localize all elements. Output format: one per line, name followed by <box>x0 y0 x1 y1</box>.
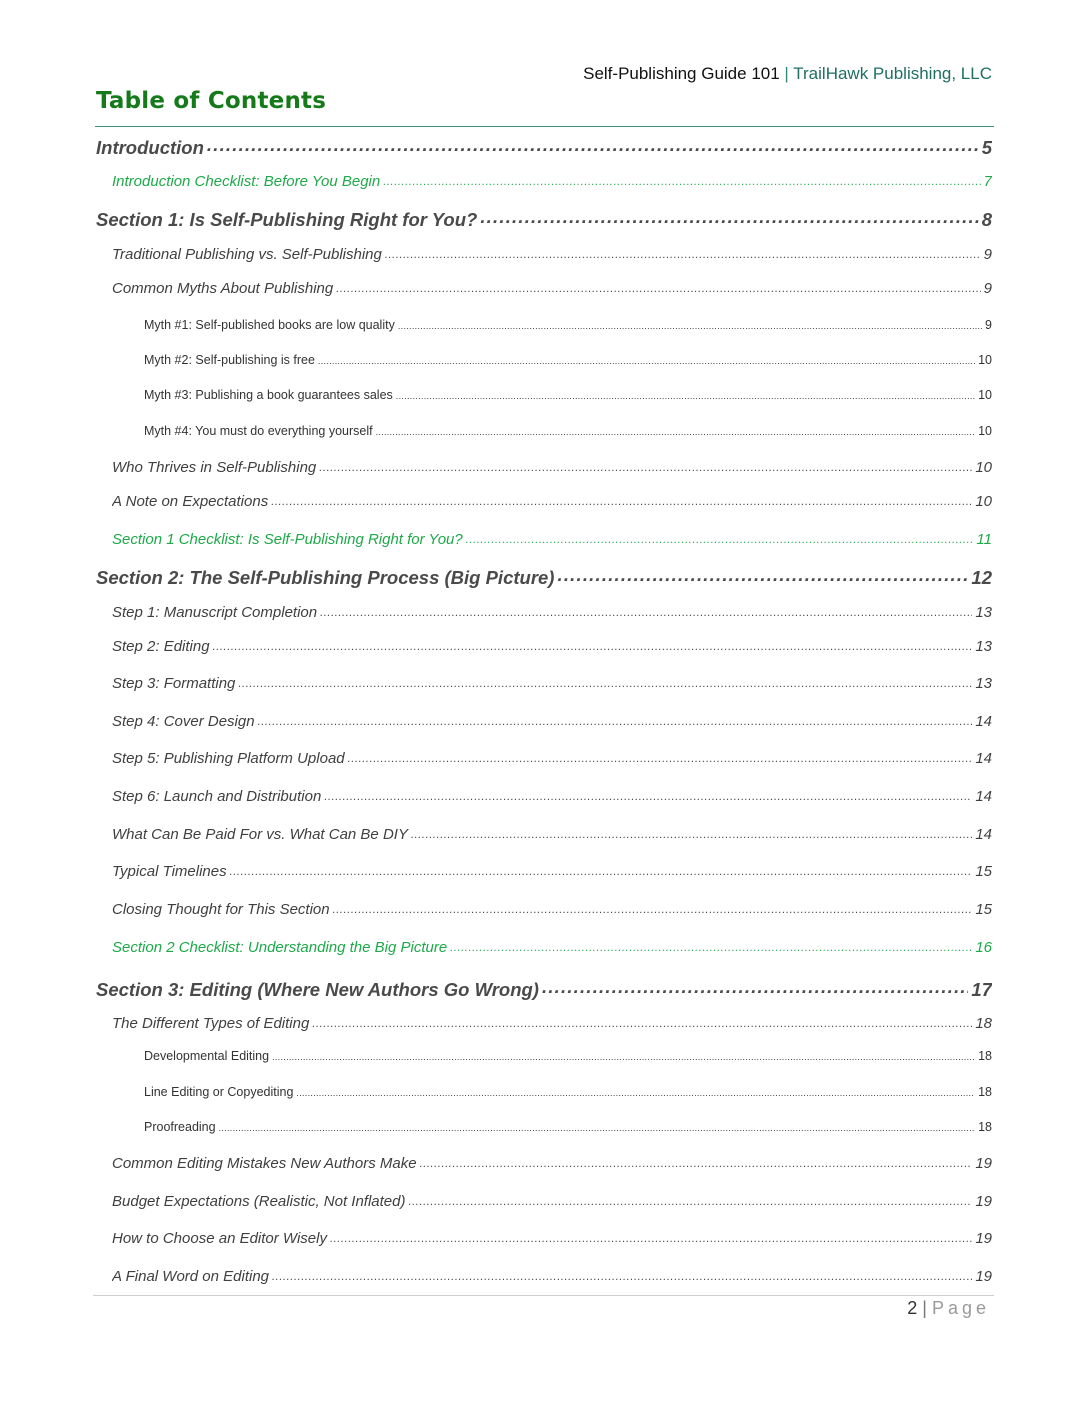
toc-entry-line-editing[interactable]: Line Editing or Copyediting ..... 18 <box>144 1085 992 1099</box>
toc-entry-myth-2[interactable]: Myth #2: Self-publishing is free ..... 10 <box>144 353 992 367</box>
toc-title: Table of Contents <box>96 88 327 114</box>
toc-entry-myth-3[interactable]: Myth #3: Publishing a book guarantees sales ..... 10 <box>144 388 992 402</box>
header-publisher: TrailHawk Publishing, LLC <box>793 64 992 83</box>
toc-entry-step-4[interactable]: Step 4: Cover Design ..... 14 <box>112 713 992 730</box>
page-header <box>583 64 992 84</box>
toc-entry-closing-thought[interactable]: Closing Thought for This Section ..... 15 <box>112 901 992 918</box>
title-divider <box>95 126 994 127</box>
toc-entry-introduction[interactable]: Introduction ..... 5 <box>96 135 992 159</box>
footer-page-number: 2 <box>907 1298 918 1318</box>
toc-entry-myth-4[interactable]: Myth #4: You must do everything yourself ..... 10 <box>144 424 992 438</box>
toc-entry-section-1-checklist[interactable]: Section 1 Checklist: Is Self-Publishing Right for You? ..... 11 <box>112 531 992 548</box>
toc-entry-note-on-expectations[interactable]: A Note on Expectations ..... 10 <box>112 493 992 510</box>
toc-entry-step-6[interactable]: Step 6: Launch and Distribution ..... 14 <box>112 788 992 805</box>
toc-entry-final-word-editing[interactable]: A Final Word on Editing ..... 19 <box>112 1268 992 1285</box>
toc-entry-who-thrives[interactable]: Who Thrives in Self-Publishing ..... 10 <box>112 459 992 476</box>
footer-separator: | <box>922 1298 927 1318</box>
toc-entry-myth-1[interactable]: Myth #1: Self-published books are low quality ..... 9 <box>144 318 992 332</box>
toc-entry-section-2[interactable]: Section 2: The Self-Publishing Process (Big Picture) ..... 12 <box>96 565 992 589</box>
toc-entry-editing-mistakes[interactable]: Common Editing Mistakes New Authors Make ..... 19 <box>112 1155 992 1172</box>
toc-entry-section-2-checklist[interactable]: Section 2 Checklist: Understanding the Big Picture ..... 16 <box>112 939 992 956</box>
toc-entry-section-3[interactable]: Section 3: Editing (Where New Authors Go Wrong) ..... 17 <box>96 977 992 1001</box>
footer-page-label: Page <box>931 1298 990 1318</box>
toc-entry-step-1[interactable]: Step 1: Manuscript Completion ..... 13 <box>112 604 992 621</box>
page-footer <box>907 1298 990 1319</box>
toc-entry-paid-vs-diy[interactable]: What Can Be Paid For vs. What Can Be DIY ..... 14 <box>112 826 992 843</box>
toc-entry-common-myths[interactable]: Common Myths About Publishing ..... 9 <box>112 280 992 297</box>
toc-entry-introduction-checklist[interactable]: Introduction Checklist: Before You Begin ..... 7 <box>112 173 992 190</box>
toc-entry-step-5[interactable]: Step 5: Publishing Platform Upload ..... 14 <box>112 750 992 767</box>
toc-entry-section-1[interactable]: Section 1: Is Self-Publishing Right for You? ..... 8 <box>96 207 992 231</box>
toc-entry-step-3[interactable]: Step 3: Formatting ..... 13 <box>112 675 992 692</box>
toc-entry-typical-timelines[interactable]: Typical Timelines ..... 15 <box>112 863 992 880</box>
footer-divider <box>93 1295 994 1296</box>
toc-entry-traditional-vs-self[interactable]: Traditional Publishing vs. Self-Publishing ..... 9 <box>112 246 992 263</box>
toc-entry-budget-expectations[interactable]: Budget Expectations (Realistic, Not Inflated) ..... 19 <box>112 1193 992 1210</box>
toc-entry-developmental-editing[interactable]: Developmental Editing ..... 18 <box>144 1049 992 1063</box>
header-doc-title: Self-Publishing Guide 101 <box>583 64 780 83</box>
toc-entry-proofreading[interactable]: Proofreading ..... 18 <box>144 1120 992 1134</box>
toc-entry-types-of-editing[interactable]: The Different Types of Editing ..... 18 <box>112 1015 992 1032</box>
toc-entry-choose-editor[interactable]: How to Choose an Editor Wisely ..... 19 <box>112 1230 992 1247</box>
header-separator: | <box>784 64 789 83</box>
toc-entry-step-2[interactable]: Step 2: Editing ..... 13 <box>112 638 992 655</box>
